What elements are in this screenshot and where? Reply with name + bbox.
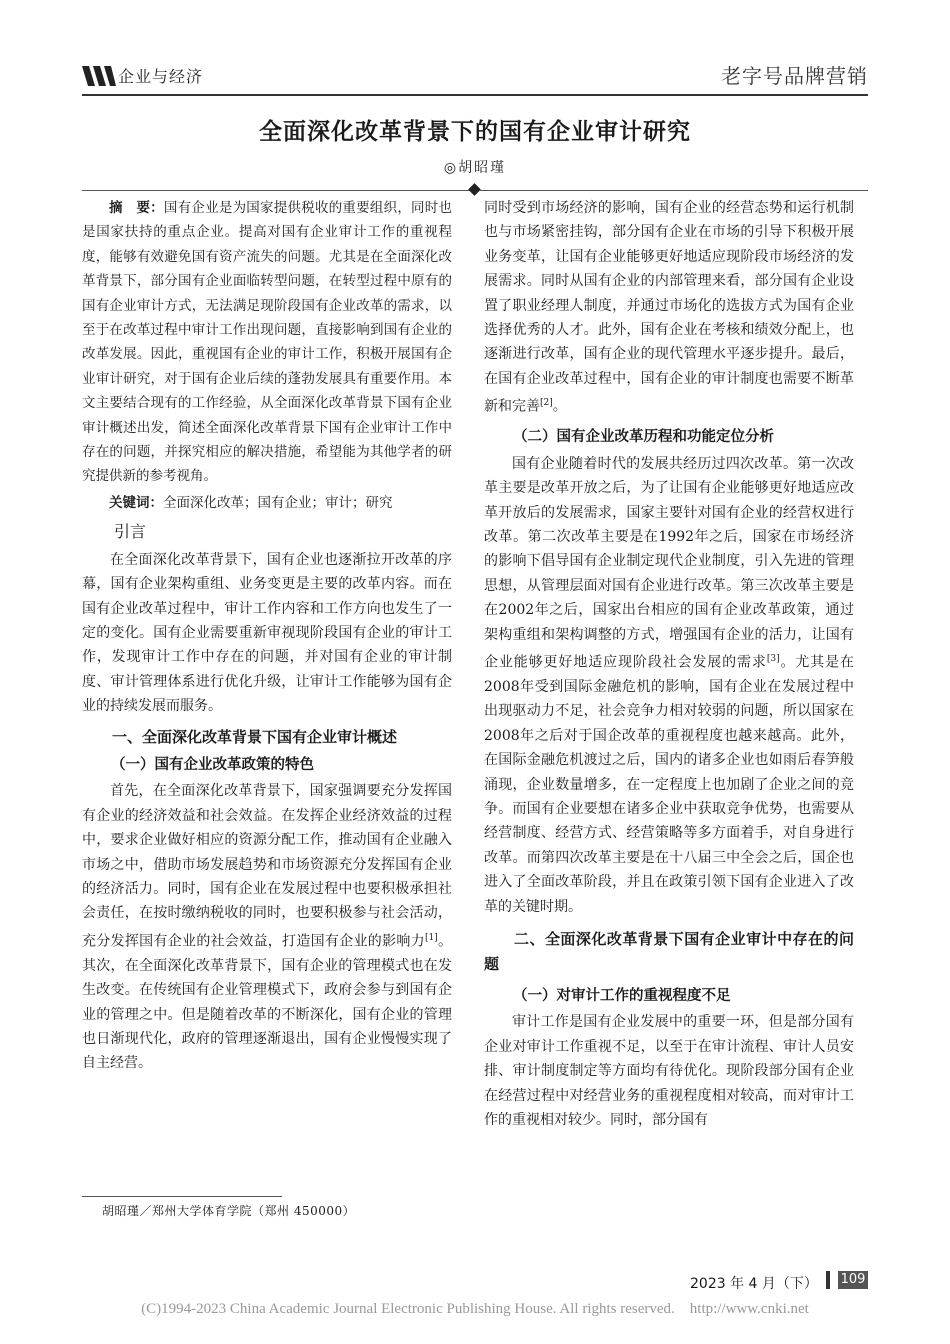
continued-paragraph xyxy=(484,196,854,419)
abstract-text: 国有企业是为国家提供税收的重要组织，同时也是国家扶持的重点企业。提高对国有企业审计工作的重视程度，能够有效避免国有资产流失的问题。尤其是在全面深化改革背景下，部分国有企业面临转型问题，在转型过程中原有的国有企业审计方式，无法满足现阶段国有企业改革的需求，以至于在改革过程中审计工作出现问题，直接影响到国有企业的改革发展。因此，重视国有企业的审计工作，积极开展国有企业审计研究，对于国有企业后续的蓬勃发展具有重要作用。本文主要结合现有的工作经验，从全面深化改革背景下国有企业审计概述出发，简述全面深化改革背景下国有企业审计工作中存在的问题，并探究相应的解决措施，希望能为其他学者的研究提供新的参考视角。 xyxy=(82,200,453,485)
section-2-heading: 二、全面深化改革背景下国有企业审计中存在的问题 xyxy=(484,930,854,973)
footer-bar xyxy=(826,1271,830,1289)
section-bars-icon xyxy=(82,66,116,86)
citation: [1] xyxy=(424,932,438,943)
page-number: 109 xyxy=(838,1271,868,1289)
header-rule xyxy=(82,94,868,96)
section-1-2-heading: （二）国有企业改革历程和功能定位分析 xyxy=(513,429,774,446)
paragraph-text: 国有企业随着时代的发展共经历过四次改革。第一次改革主要是改革开放之后，为了让国有企业能够更好地适应改革开放后的发展需求，国家主要针对国有企业的经营权进行改革。第二次改革主要是在1992年之后，国家在市场经济的影响下倡导国有企业制定现代企业制度，引入先进的管理思想，从管理层面对国有企业进行改革。第三次改革主要是在2002年之后，国家出台相应的国有企业改革政策，通过架构重组和架构调整的方式，增强国有企业的活力，让国有企业能够更好地适应现阶段社会发展的需求 xyxy=(484,455,854,671)
keywords-label: 关键词： xyxy=(109,494,163,511)
keywords-text: 全面深化改革；国有企业；审计；研究 xyxy=(163,494,393,511)
divider-left xyxy=(82,190,470,191)
section-1-1-paragraph xyxy=(82,779,452,1076)
paragraph-text: 同时受到市场经济的影响，国有企业的经营态势和运行机制也与市场紧密挂钩，部分国有企业在市场的引导下积极开展业务变革，让国有企业能够更好地适应现阶段市场经济的发展需求。同时从国有企业的内部管理来看，部分国有企业设置了职业经理人制度，并通过市场化的选拔方式为国有企业选择优秀的人才。此外，国有企业在考核和绩效分配上，也逐渐进行改革，国有企业的现代管理水平逐步提升。最后，在国有企业改革过程中，国有企业的审计制度也需要不断革新和完善 xyxy=(484,200,854,415)
column-title: 老字号品牌营销 xyxy=(721,64,868,88)
paragraph-text: 。其次，在全面深化改革背景下，国有企业的管理模式也在发生改变。在传统国有企业管理模式下，政府会参与到国有企业的管理之中。但是随着改革的不断深化，国有企业的管理也日渐现代化，政府的管理逐渐退出，国有企业慢慢实现了自主经营。 xyxy=(82,933,453,1072)
section-1-heading: 一、全面深化改革背景下国有企业审计概述 xyxy=(112,727,398,746)
article-title: 全面深化改革背景下的国有企业审计研究 xyxy=(259,119,691,145)
right-column xyxy=(484,196,854,1132)
intro-heading: 引言 xyxy=(114,522,147,542)
intro-paragraph: 在全面深化改革背景下，国有企业也逐渐拉开改革的序幕，国有企业架构重组、业务变更是主要的改革内容。而在国有企业改革过程中，审计工作内容和工作方向也发生了一定的变化。国有企业需要重新审视现阶段国有企业的审计工作，发现审计工作中存在的问题，并对国有企业的审计制度、审计管理体系进行优化升级，让审计工作能够为国有企业的持续发展而服务。 xyxy=(82,551,452,715)
footnote-rule xyxy=(82,1196,282,1197)
section-1-2-paragraph xyxy=(484,452,854,919)
paragraph-text: 。 xyxy=(552,398,567,415)
section-2-1-paragraph: 审计工作是国有企业发展中的重要一环，但是部分国有企业对审计工作重视不足，以至于在审计流程、审计人员安排、审计制度制定等方面均有待优化。现阶段部分国有企业在经营过程中对经营业务的重视程度相对较高，而对审计工作的重视相对较少。同时，部分国有 xyxy=(484,1014,854,1128)
divider-right xyxy=(480,190,868,191)
paragraph-text: 首先，在全面深化改革背景下，国家强调要充分发挥国有企业的经济效益和社会效益。在发挥企业经济效益的过程中，要求企业做好相应的资源分配工作，推动国有企业融入市场之中，借助市场发展趋势和市场资源充分发挥国有企业的经济活力。同时，国有企业在发展过程中也要积极承担社会责任，在按时缴纳税收的同时，也要积极参与社会活动，充分发挥国有企业的社会效益，打造国有企业的影响力 xyxy=(82,783,452,950)
author: ◎胡昭瑾 xyxy=(443,160,507,176)
left-column xyxy=(82,196,452,1076)
citation: [3] xyxy=(766,653,780,664)
issue-date: 2023 年 4 月（下） xyxy=(690,1276,818,1292)
paragraph-text: 。尤其是在2008年受到国际金融危机的影响，国有企业在发展过程中出现驱动力不足，社会竞争力相对较弱的问题，所以国家在2008年之后对于国企改革的重视程度也越来越高。此外，在国际金融危机渡过之后，国内的诸多企业也如雨后春笋般涌现，企业数量增多，在一定程度上也加剧了企业之间的竞争。而国有企业要想在诸多企业中获取竞争优势，也需要从经营制度、经营方式、经营策略等多方面着手，对自身进行改革。而第四次改革主要是在十八届三中全会之后，国企也进入了全面改革阶段，并且在政策引领下国有企业进入了改革的关键时期。 xyxy=(484,654,855,915)
section-2-1-heading: （一）对审计工作的重视程度不足 xyxy=(513,987,731,1004)
keywords xyxy=(82,491,452,515)
citation: [2] xyxy=(540,398,553,409)
diamond-icon xyxy=(468,183,481,196)
section-1-1-heading: （一）国有企业改革政策的特色 xyxy=(111,756,314,773)
author-footnote: 胡昭瑾／郑州大学体育学院（郑州 450000） xyxy=(102,1204,356,1218)
section-name: 企业与经济 xyxy=(118,67,204,86)
abstract xyxy=(82,196,452,489)
abstract-label: 摘 要： xyxy=(109,200,164,216)
copyright-watermark: (C)1994-2023 China Academic Journal Electronic Publishing House. All rights reserved. http://www.cnki.net xyxy=(141,1301,809,1317)
